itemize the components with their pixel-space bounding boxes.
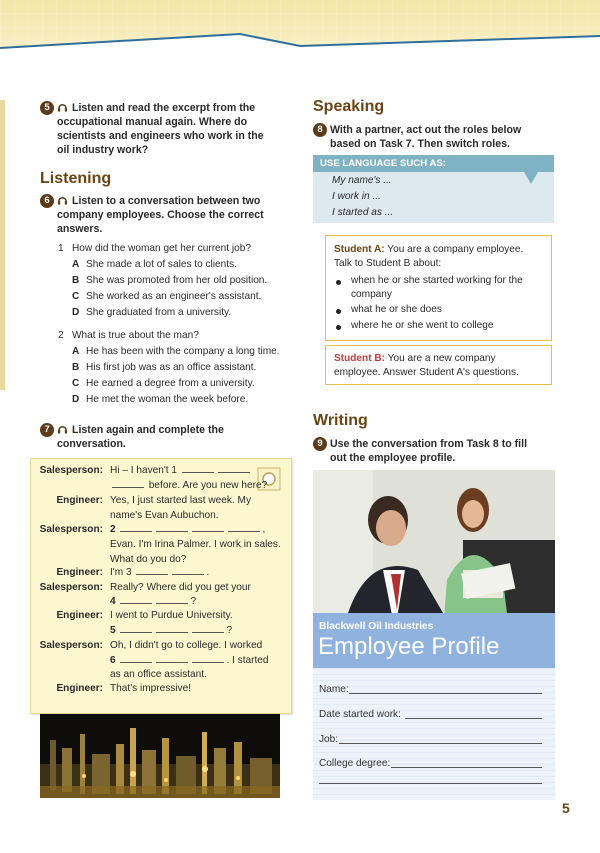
option-text: He earned a degree from a university. <box>86 378 255 389</box>
profile-body <box>313 668 555 800</box>
task-text-line: out the employee profile. <box>330 452 456 464</box>
speaker-label: Engineer: <box>56 610 103 621</box>
option-2a[interactable] <box>72 344 280 359</box>
task-8 <box>313 123 558 151</box>
student-a-line: Talk to Student B about: <box>334 258 442 269</box>
student-a-label: Student A: <box>334 244 385 255</box>
dialogue-line: Hi – I haven't 1 <box>110 465 180 476</box>
speaker-label: Salesperson: <box>39 640 103 651</box>
task-number: 5 <box>40 101 54 115</box>
header-band <box>0 0 600 62</box>
fill-blank[interactable] <box>120 624 152 633</box>
page-edge-strip <box>0 100 5 390</box>
student-b-line: You are a new company <box>385 353 496 364</box>
dialogue-line: Yes, I just started last week. My <box>110 495 251 506</box>
question-number: 2 <box>58 330 64 341</box>
bullet-text: when he or she started working for the <box>351 275 523 286</box>
field-line-date-started[interactable] <box>405 718 542 719</box>
bullet <box>336 309 341 314</box>
dialogue-line: Really? Where did you get your <box>110 582 251 593</box>
fill-blank[interactable] <box>156 595 188 604</box>
student-b-label: Student B: <box>334 353 386 364</box>
profile-title: Employee Profile <box>318 633 500 660</box>
fill-blank[interactable] <box>192 624 224 633</box>
option-text: She was promoted from her old position. <box>86 275 268 286</box>
phrase-item: My name's ... <box>332 175 392 186</box>
dialogue-text: I'm 3 . <box>110 567 210 578</box>
fill-blank[interactable] <box>120 654 152 663</box>
task-text-line: Use the conversation from Task 8 to fill <box>330 438 528 450</box>
question-2 <box>58 328 199 343</box>
task-text-line: Listen to a conversation between two <box>72 195 261 207</box>
field-label-date-started: Date started work: <box>319 709 401 720</box>
blank-number: 6 <box>110 655 116 666</box>
field-line-extra[interactable] <box>319 783 542 784</box>
dialogue-line: I went to Purdue University. <box>110 610 233 621</box>
refinery-photo <box>40 714 280 798</box>
fill-blank[interactable] <box>228 523 260 532</box>
speaking-heading: Speaking <box>313 98 385 115</box>
blank-number: 4 <box>110 596 116 607</box>
option-letter: C <box>72 291 80 302</box>
dialogue-text <box>110 479 267 494</box>
fill-blank[interactable] <box>156 523 188 532</box>
option-text: She made a lot of sales to clients. <box>86 259 237 270</box>
task-text-line: based on Task 7. Then switch roles. <box>330 138 510 150</box>
fill-blank[interactable] <box>182 464 214 473</box>
fill-blank[interactable] <box>192 654 224 663</box>
speaker-label: Engineer: <box>56 683 103 694</box>
field-label-name: Name: <box>319 684 349 695</box>
refinery-illustration <box>40 714 280 798</box>
phrase-item: I started as ... <box>332 207 394 218</box>
dialogue-text <box>110 464 252 479</box>
office-scene-illustration <box>313 470 555 630</box>
dialogue-line: as an office assistant. <box>110 669 207 680</box>
option-text: His first job was as an office assistant. <box>86 362 257 373</box>
profile-header <box>313 613 555 668</box>
dialogue-line: Oh, I didn't go to college. I worked <box>110 640 263 651</box>
question-number: 1 <box>58 243 64 254</box>
use-language-box <box>313 155 554 223</box>
bullet-text: company <box>351 289 392 300</box>
speaker-label: Salesperson: <box>39 465 103 476</box>
dialogue-text: 4 ? <box>110 596 197 607</box>
option-letter: A <box>72 346 80 357</box>
task-text-line: answers. <box>57 223 103 235</box>
dialogue-line: That's impressive! <box>110 683 192 694</box>
question-text: What is true about the man? <box>72 330 199 341</box>
student-b-line: employee. Answer Student A's questions. <box>334 367 519 378</box>
field-label-job: Job: <box>319 734 339 745</box>
task-text-line: With a partner, act out the roles below <box>330 124 522 136</box>
fill-blank[interactable] <box>172 566 204 575</box>
option-letter: B <box>72 275 80 286</box>
option-letter: C <box>72 378 80 389</box>
headphones-icon <box>57 102 68 113</box>
option-letter: D <box>72 307 80 318</box>
speaker-label: Engineer: <box>56 495 103 506</box>
blank-number: 5 <box>110 625 116 636</box>
student-b-card <box>325 345 552 385</box>
fill-blank[interactable] <box>156 624 188 633</box>
blank-number: 2 <box>110 524 116 535</box>
fill-blank[interactable] <box>136 566 168 575</box>
fill-blank[interactable] <box>120 523 152 532</box>
task-number: 6 <box>40 194 54 208</box>
fill-blank[interactable] <box>156 654 188 663</box>
dialogue-text <box>110 654 269 669</box>
pointer-triangle-icon <box>524 172 538 186</box>
task-text-line: occupational manual again. Where do <box>57 116 248 128</box>
task-text-line: Listen again and complete the <box>72 424 224 436</box>
speaker-label: Engineer: <box>56 567 103 578</box>
speaker-label: Salesperson: <box>39 582 103 593</box>
option-1d[interactable] <box>72 305 231 320</box>
option-1c[interactable] <box>72 289 261 304</box>
task-number: 9 <box>313 437 327 451</box>
field-line-college-degree[interactable] <box>391 767 542 768</box>
task-text-line: company employees. Choose the correct <box>57 209 264 221</box>
option-text: He has been with the company a long time. <box>86 346 280 357</box>
dialogue-line: Evan. I'm Irina Palmer. I work in sales. <box>110 539 281 550</box>
question-1 <box>58 241 251 256</box>
option-1a[interactable] <box>72 257 237 272</box>
option-letter: B <box>72 362 80 373</box>
page-number: 5 <box>562 800 570 816</box>
option-2d[interactable] <box>72 392 248 407</box>
task-5 <box>40 101 290 157</box>
phrase-item: I work in ... <box>332 191 381 202</box>
writing-heading: Writing <box>313 412 368 429</box>
task-6 <box>40 194 290 236</box>
dialogue-line: . I started <box>226 655 269 666</box>
field-line-job[interactable] <box>339 743 542 744</box>
field-line-name[interactable] <box>349 693 542 694</box>
use-language-heading: USE LANGUAGE SUCH AS: <box>313 155 554 172</box>
option-1b[interactable] <box>72 273 267 288</box>
task-text-line: Listen and read the excerpt from the <box>72 102 256 114</box>
task-text-line: scientists and engineers who work in the <box>57 130 264 142</box>
employee-profile-card <box>313 613 555 800</box>
listening-heading: Listening <box>40 170 112 187</box>
question-text: How did the woman get her current job? <box>72 243 251 254</box>
task-text-line: oil industry work? <box>57 144 149 156</box>
dialogue-line: What do you do? <box>110 554 187 565</box>
dialogue-line: name's Evan Aubuchon. <box>110 510 219 521</box>
option-2b[interactable] <box>72 360 256 375</box>
task-text-line: conversation. <box>57 438 126 450</box>
option-text: She worked as an engineer's assistant. <box>86 291 262 302</box>
dialogue-line: I'm 3 <box>110 567 132 578</box>
task-7 <box>40 423 290 451</box>
fill-blank[interactable] <box>218 464 250 473</box>
option-letter: D <box>72 394 80 405</box>
student-a-line: You are a company employee. <box>384 244 524 255</box>
task-number: 8 <box>313 123 327 137</box>
field-label-college-degree: College degree: <box>319 758 391 769</box>
bullet <box>336 325 341 330</box>
fill-blank[interactable] <box>192 523 224 532</box>
company-name: Blackwell Oil Industries <box>319 621 434 632</box>
student-a-card <box>325 235 552 341</box>
dialogue-line: before. Are you new here? <box>146 480 268 491</box>
task-9 <box>313 437 558 465</box>
bullet <box>336 280 341 285</box>
fill-blank[interactable] <box>120 595 152 604</box>
headphones-icon <box>57 424 68 435</box>
dialogue-text: 2 , <box>110 524 266 535</box>
headphones-icon <box>57 195 68 206</box>
bullet-text: what he or she does <box>351 304 442 315</box>
dialogue-text: 5 ? <box>110 625 233 636</box>
option-text: She graduated from a university. <box>86 307 232 318</box>
speaker-label: Salesperson: <box>39 524 103 535</box>
fill-blank[interactable] <box>112 479 144 488</box>
option-letter: A <box>72 259 80 270</box>
option-2c[interactable] <box>72 376 255 391</box>
header-wave <box>0 0 600 62</box>
option-text: He met the woman the week before. <box>86 394 249 405</box>
task-number: 7 <box>40 423 54 437</box>
bullet-text: where he or she went to college <box>351 320 494 331</box>
